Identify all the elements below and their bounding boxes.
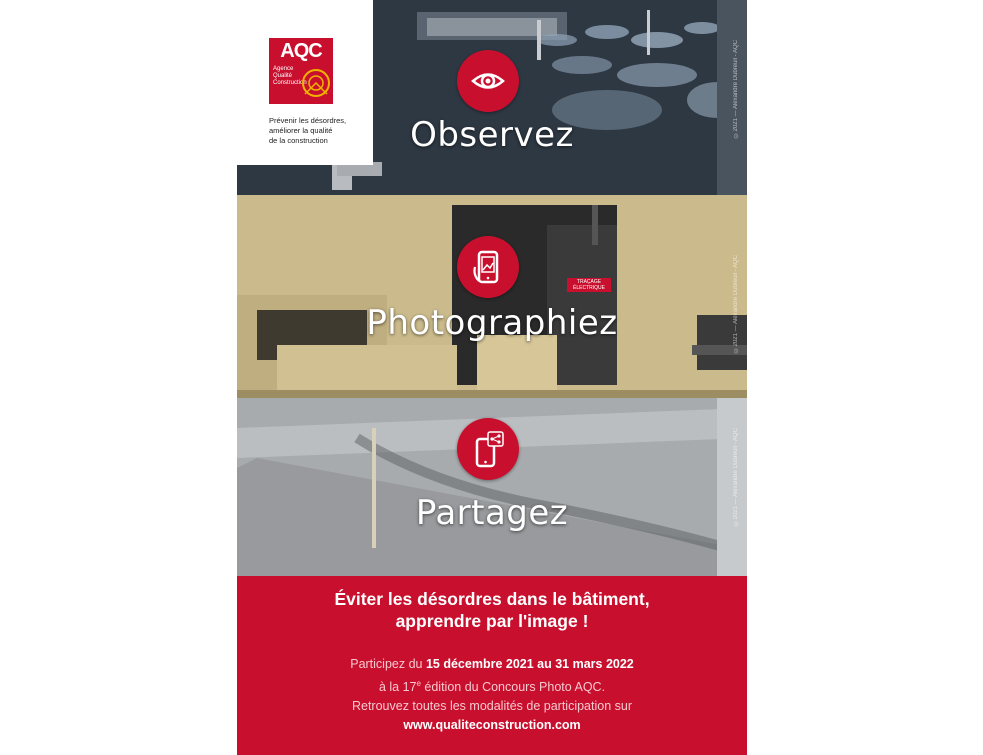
- tagline-line: Prévenir les désordres,: [269, 116, 347, 125]
- aqc-logo: [269, 38, 333, 104]
- smartphone-share-icon: [457, 418, 519, 480]
- smartphone-photo-icon: [457, 236, 519, 298]
- footer-body: [237, 655, 747, 735]
- headline-line-1: Éviter les désordres dans le bâtiment,: [334, 589, 650, 609]
- website-text[interactable]: www.qualiteconstruction.com: [403, 718, 581, 733]
- logo-aqc-text: AQC: [280, 40, 322, 62]
- footer-banner: [237, 576, 747, 755]
- equipment-label: TRAÇAGE ÉLECTRIQUE: [567, 278, 611, 292]
- logo-subtitle-line: Construction: [273, 80, 307, 86]
- panel-observez: [237, 0, 747, 195]
- logo-subtitle-line: Agence: [273, 66, 294, 72]
- contest-dates: 15 décembre 2021 au 31 mars 2022: [425, 657, 634, 671]
- participation-dates-line: [237, 655, 747, 674]
- edition-prefix: à la 17: [378, 680, 417, 695]
- dates-prefix: Participez du: [350, 657, 426, 671]
- website-link[interactable]: [237, 716, 747, 735]
- photo-credit: ©2021 — Alexandre Dubreuil - AQC: [733, 428, 739, 526]
- logo-subtitle-line: Qualité: [273, 73, 293, 79]
- panel-title-photographiez: Photographiez: [366, 303, 618, 343]
- logo-subtitle: [273, 66, 307, 87]
- tagline-line: de la construction: [269, 136, 328, 145]
- edition-sup: e: [416, 679, 421, 688]
- tagline-line: améliorer la qualité: [269, 126, 333, 135]
- footer-headline: [237, 588, 747, 632]
- logo-emblem-icon: [301, 64, 331, 100]
- photo-credit: ©2021 — Alexandre Dubreuil - AQC: [733, 255, 739, 353]
- edition-line: [237, 674, 747, 697]
- eye-icon: [457, 50, 519, 112]
- panel-title-observez: Observez: [410, 115, 574, 155]
- panel-partagez: [237, 398, 747, 576]
- panel-photographiez: [237, 195, 747, 398]
- panel-title-partagez: Partagez: [415, 493, 569, 533]
- photo-credit: ©2021 — Alexandre Dubreuil - AQC: [733, 40, 739, 138]
- modalities-line: Retrouvez toutes les modalités de participation sur: [351, 699, 632, 714]
- edition-suffix: édition du Concours Photo AQC.: [420, 680, 606, 695]
- poster: [237, 0, 747, 755]
- headline-line-2: apprendre par l'image !: [395, 611, 589, 631]
